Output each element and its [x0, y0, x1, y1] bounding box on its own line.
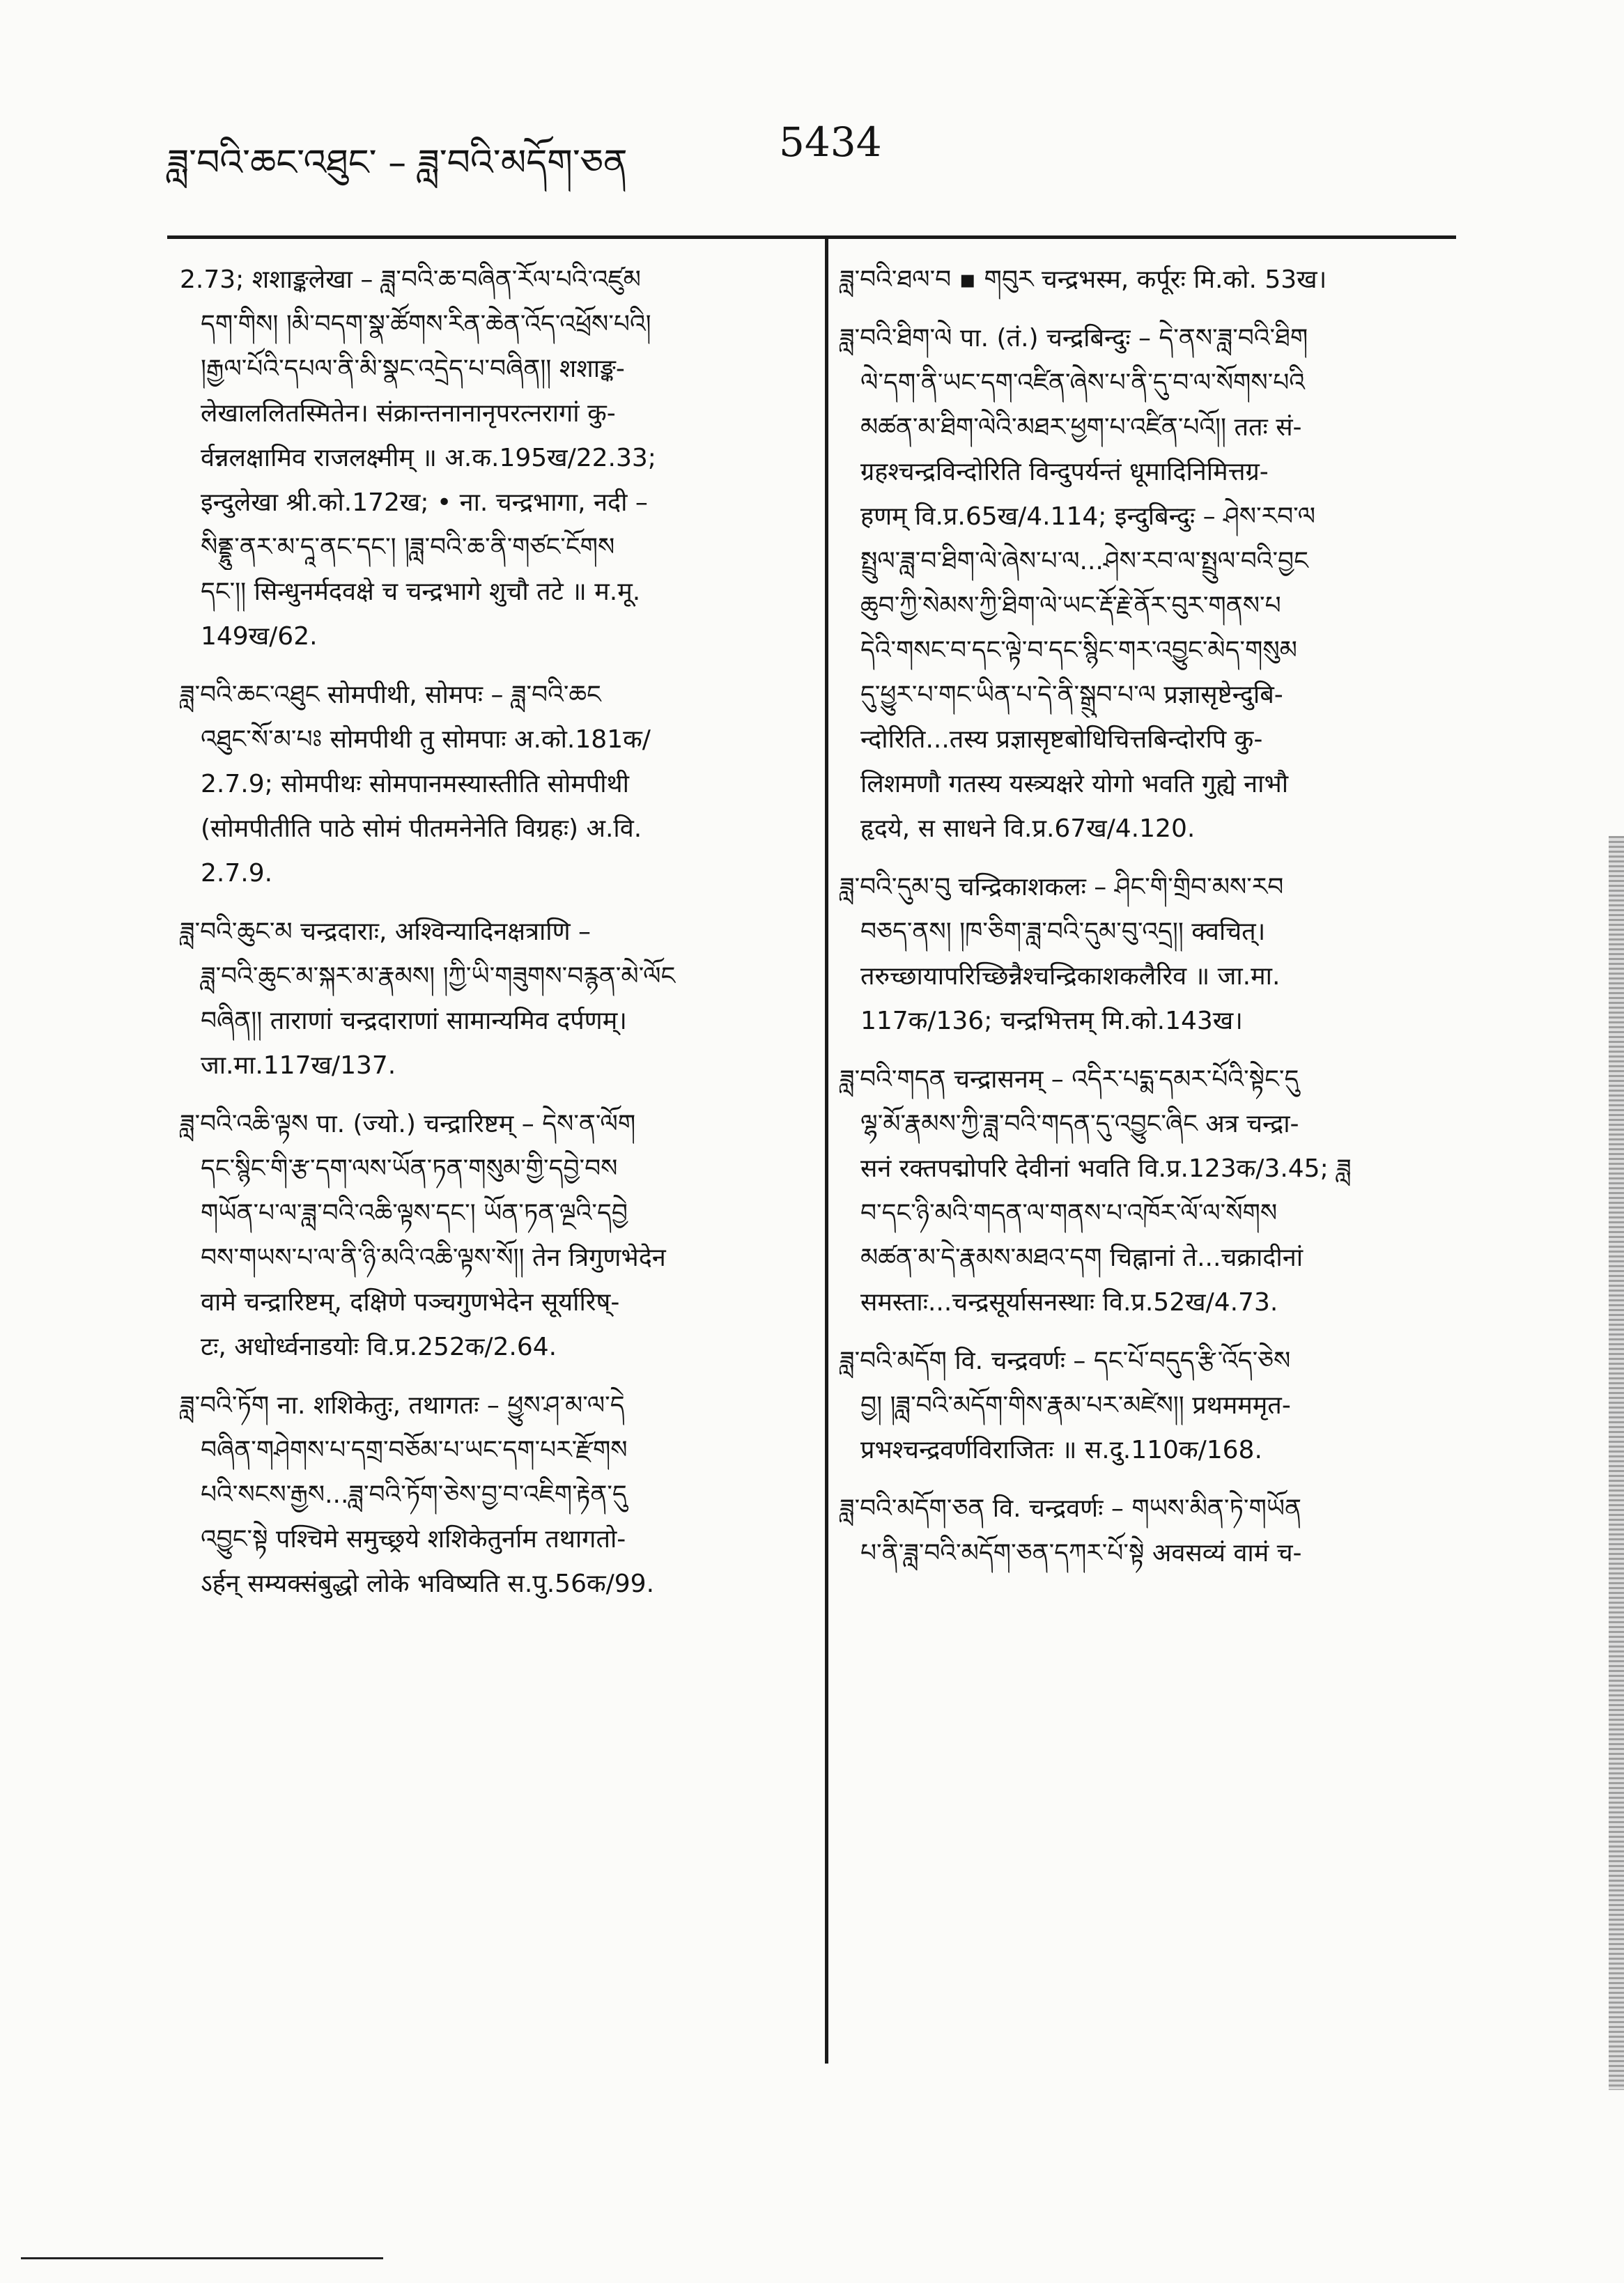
entry-text-line: སྤྲུལ་ཟླ་བ་ཐིག་ལེ་ཞེས་པ་ལ...ཤེས་རབ་ལ་སྤྲུལ་བའི་བྱང: [860, 547, 1308, 575]
entry-headline: ཟླ་བའི་ཐིག་ལེ पा. (तं.) चन्द्रबिन्दुः – དེ་ནས་ཟླ་བའི་ཐིག: [840, 324, 1308, 353]
header-rule: [167, 235, 1456, 239]
right-column: [840, 258, 1446, 1590]
entry-text-line: བཞིན་གཤེགས་པ་དགྲ་བཅོམ་པ་ཡང་དག་པར་རྫོགས: [201, 1436, 628, 1464]
entry-text-line: དུ་ཕྱུར་པ་གང་ཡིན་པ་དེ་ནི་སྒྲུབ་པ་ལ प्रज्ञासृष्टेन्दुबि-: [860, 681, 1283, 709]
dictionary-entry: [840, 258, 1446, 302]
entry-text-line: པའི་སངས་རྒྱས...ཟླ་བའི་ཏོག་ཅེས་བྱ་བ་འཇིག་རྟེན་དུ: [201, 1480, 627, 1509]
entry-text-line: जा.मा.117ख/137.: [201, 1051, 396, 1080]
entry-text-line: 2.7.9.: [201, 859, 273, 888]
entry-text-line: ऽर्हन् सम्यक्संबुद्धो लोके भविष्यति स.पु.56क/99.: [201, 1570, 655, 1598]
entry-headline: ཟླ་བའི་ཆང་འཐུང सोमपीथी, सोमपः – ཟླ་བའི་ཆང: [180, 681, 601, 709]
entry-text-line: མཚན་མ་ཐིག་ལེའི་མཐར་ཕྱག་པ་འཛིན་པའོ།། ततः सं-: [860, 413, 1302, 442]
page-edge-shadow: [1609, 836, 1624, 2090]
entry-text-line: བས་གཡས་པ་ལ་ནི་ཉི་མའི་འཆི་ལྟས་སོ།། तेन त्रिगुणभेदेन: [201, 1244, 666, 1272]
dictionary-entry: [840, 1058, 1446, 1325]
entry-text-line: གཡོན་པ་ལ་ཟླ་བའི་འཆི་ལྟས་དང་། ཡོན་ཏན་ལྔའི་དབྱེ: [201, 1199, 628, 1228]
entry-text-line: འབྱུང་སྟེ पश्चिमे समुच्छ्रये शशिकेतुर्नाम तथागतो-: [201, 1525, 626, 1554]
running-header: ཟླ་བའི་ཆང་འཐུང་ – ཟླ་བའི་མདོག་ཅན: [167, 142, 628, 184]
entry-headline: ཟླ་བའི་ཆུང་མ चन्द्रदाराः, अश्विन्यादिनक्षत्राणि –: [180, 918, 591, 946]
dictionary-entry: [840, 1487, 1446, 1576]
entry-text-line: 117क/136; चन्द्रभित्तम् मि.को.143ख।: [860, 1007, 1243, 1035]
entry-text-line: इन्दुलेखा श्री.को.172ख; • ना. चन्द्रभागा, नदी –: [201, 488, 648, 517]
entry-text-line: वामे चन्द्रारिष्टम्, दक्षिणे पञ्चगुणभेदेन सूर्यारिष्-: [201, 1288, 620, 1317]
entry-text-line: तरुच्छायापरिच्छिन्नैश्चन्द्रिकाशकलैरिव ॥ जा.मा.: [860, 962, 1281, 991]
entry-text-line: པ་ནི་ཟླ་བའི་མདོག་ཅན་དཀར་པོ་སྟེ अवसव्यं वामं च-: [860, 1539, 1302, 1568]
entry-text-line: ལྷ་མོ་རྣམས་ཀྱི་ཟླ་བའི་གདན་དུ་འབྱུང་ཞིང अत्र चन्द्रा-: [860, 1110, 1299, 1138]
dictionary-entry: [180, 258, 772, 659]
entry-text-line: 149ख/62.: [201, 622, 318, 651]
entry-text-line: མཚན་མ་དེ་རྣམས་མཐའ་དག चिह्नानां ते...चक्रादीनां: [860, 1244, 1304, 1272]
entry-text-line: དང་།། सिन्धुनर्मदवक्षे च चन्द्रभागे शुचौ तटे ॥ म.मू.: [201, 578, 641, 606]
entry-text-line: སིནྡྷུ་ནར་མ་དཱ་ནང་དང་། །ཟླ་བའི་ཆ་ནི་གཙང་ངོགས: [201, 533, 615, 562]
entry-text-line: र्वन्नलक्षामिव राजलक्ष्मीम् ॥ अ.क.195ख/22.33;: [201, 444, 656, 472]
entry-text-line: དང་སྙིང་གི་རྩ་དག་ལས་ཡོན་ཏན་གསུམ་གྱི་དབྱེ་བས: [201, 1154, 618, 1183]
entry-text-line: འཐུང་སོ་མ་པཿ सोमपीथी तु सोमपाः अ.को.181क/: [201, 725, 651, 754]
entry-text-line: བྱ། །ཟླ་བའི་མདོག་གིས་རྣམ་པར་མཛེས།། प्रथमममृत-: [860, 1391, 1291, 1420]
entry-text-line: བ་དང་ཉི་མའི་གདན་ལ་གནས་པ་འཁོར་ལོ་ལ་སོགས: [860, 1199, 1278, 1228]
dictionary-entry: [840, 316, 1446, 851]
entry-text-line: 2.7.9; सोमपीथः सोमपानमस्यास्तीति सोमपीथी: [201, 770, 629, 798]
entry-text-line: सनं रक्तपद्मोपरि देवीनां भवति वि.प्र.123क/3.45; ཟླ: [860, 1154, 1352, 1183]
footer-rule: [21, 2257, 383, 2259]
entry-headline: ཟླ་བའི་མདོག་ཅན वि. चन्द्रवर्णः – གཡས་མིན་ཏེ་གཡོན: [840, 1494, 1301, 1523]
column-divider: [825, 238, 828, 2064]
entry-text-line: न्दोरिति...तस्य प्रज्ञासृष्टबोधिचित्तबिन्दोरपि कु-: [860, 725, 1263, 754]
entry-text-line: །རྒྱལ་པོའི་དཔལ་ནི་མི་སྣང་འདྲེད་པ་བཞིན།། शशाङ्क-: [201, 355, 625, 383]
entry-text-line: དེའི་གསང་བ་དང་ལྟེ་བ་དང་སྙིང་གར་འབྱུང་མེད་གསུམ: [860, 636, 1297, 665]
entry-text-line: प्रभश्चन्द्रवर्णविराजितः ॥ स.दु.110क/168.: [860, 1436, 1262, 1464]
entry-headline: ཟླ་བའི་འཆི་ལྟས पा. (ज्यो.) चन्द्रारिष्टम् – དེས་ན་ལོག: [180, 1110, 636, 1138]
entry-headline: ཟླ་བའི་ཐལ་བ ▪ གབུར चन्द्रभस्म, कर्पूरः मि.को. 53ख।: [840, 265, 1327, 294]
dictionary-entry: [180, 673, 772, 896]
dictionary-entry: [840, 865, 1446, 1044]
entry-text-line: समस्ताः...चन्द्रसूर्यासनस्थाः वि.प्र.52ख/4.73.: [860, 1288, 1278, 1317]
entry-text-line: लेखाललितस्मितेन। संक्रान्तनानानृपरत्नरागां कु-: [201, 399, 616, 428]
dictionary-entry: [840, 1339, 1446, 1473]
entry-headline: ཟླ་བའི་མདོག वि. चन्द्रवर्णः – དང་པོ་བདུད་རྩི་འོད་ཅེས: [840, 1347, 1291, 1375]
entry-headline: 2.73; शशाङ्कलेखा – ཟླ་བའི་ཆ་བཞིན་རོལ་པའི་འཛུམ: [180, 265, 641, 294]
dictionary-entry: [180, 1102, 772, 1370]
entry-text-line: ग्रहश्चन्द्रविन्दोरिति विन्दुपर्यन्तं धूमादिनिमित्तग्र-: [860, 458, 1269, 486]
entry-text-line: (सोमपीतीति पाठे सोमं पीतमनेनेति विग्रहः) अ.वि.: [201, 814, 642, 843]
entry-text-line: བཞིན།། ताराणां चन्द्रदाराणां सामान्यमिव दर्पणम्।: [201, 1007, 627, 1035]
entry-headline: ཟླ་བའི་དུམ་བུ चन्द्रिकाशकलः – ཤིང་གི་གྲིབ་མས་རབ: [840, 873, 1284, 901]
entry-text-line: हृदये, स साधने वि.प्र.67ख/4.120.: [860, 814, 1196, 843]
entry-text-line: ཟླ་བའི་ཆུང་མ་སྐར་མ་རྣམས། །ཀྱི་ཡི་གཟུགས་བརྙན་མེ་ལོང: [201, 962, 676, 991]
dictionary-entry: [180, 910, 772, 1088]
entry-text-line: हणम् वि.प्र.65ख/4.114; इन्दुबिन्दुः – ཤེས་རབ་ལ: [860, 502, 1316, 531]
entry-text-line: लिशमणौ गतस्य यस्त्र्यक्षरे योगो भवति गुह्ये नाभौ: [860, 770, 1289, 798]
entry-text-line: དག་གིས། །མི་བདག་སྣ་ཚོགས་རིན་ཆེན་འོད་འཕྲོས་པའི།: [201, 310, 651, 339]
entry-text-line: टः, अधोर्ध्वनाडयोः वि.प्र.252क/2.64.: [201, 1333, 557, 1361]
page-number: 5434: [779, 118, 882, 166]
dictionary-entry: [180, 1384, 772, 1607]
entry-text-line: ཆུབ་ཀྱི་སེམས་ཀྱི་ཐིག་ལེ་ཡང་རྡོ་རྗེ་ནོར་བུར་གནས་པ: [860, 591, 1281, 620]
entry-text-line: ལེ་དག་ནི་ཡང་དག་འཛིན་ཞེས་པ་ནི་དུ་བ་ལ་སོགས་པའི: [860, 369, 1305, 397]
left-column: [180, 258, 772, 1620]
entry-headline: ཟླ་བའི་ཏོག ना. शशिकेतुः, तथागतः – ཕྱུས་ཤ་མ་ལ་དེ: [180, 1391, 625, 1420]
entry-text-line: བཅད་ནས། །ཁ་ཅིག་ཟླ་བའི་དུམ་བུ་འདྲ།། क्वचित्।: [860, 918, 1266, 946]
entry-headline: ཟླ་བའི་གདན चन्द्रासनम् – འདིར་པདྨ་དམར་པོའི་སྟེང་དུ: [840, 1065, 1299, 1094]
